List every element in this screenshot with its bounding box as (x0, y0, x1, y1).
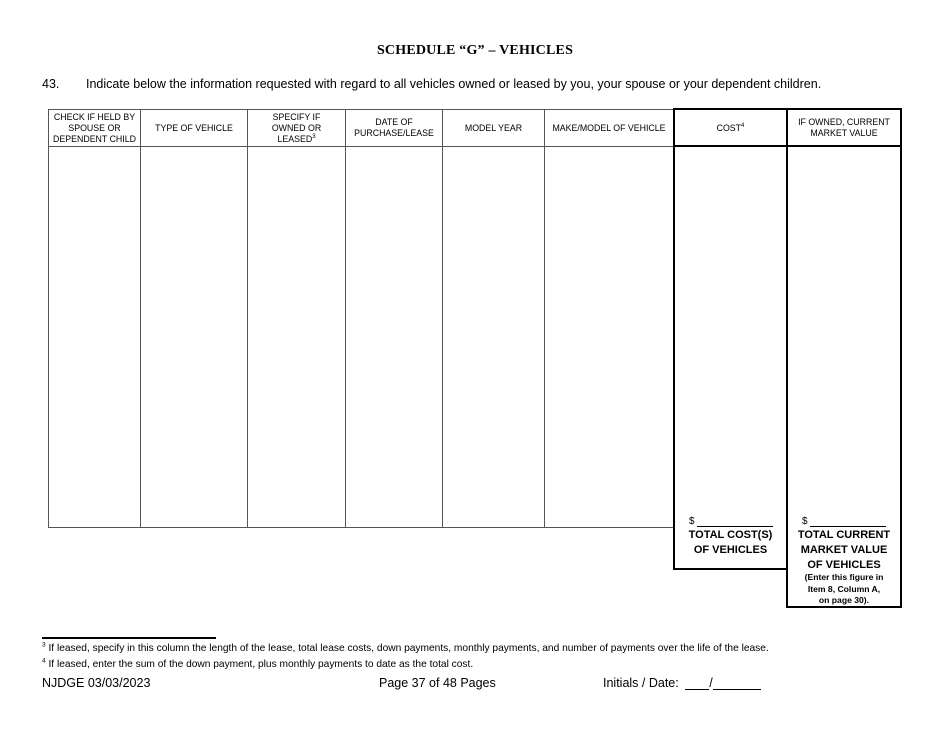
question-text: Indicate below the information requested with regard to all vehicles owned or leased by you, your spouse or your dependent children. (86, 77, 822, 91)
col-header-held-by-spouse: CHECK IF HELD BY SPOUSE OR DEPENDENT CHILD (53, 111, 136, 144)
initials-field[interactable] (685, 677, 709, 690)
col-header-market-value: IF OWNED, CURRENT MARKET VALUE (798, 117, 890, 138)
initials-label: Initials / Date: (603, 676, 679, 690)
col-header-date: DATE OF PURCHASE/LEASE (354, 117, 434, 138)
col-header-owned-leased: SPECIFY IF OWNED OR LEASED$^3$ (271, 111, 322, 144)
col-header-make-model: MAKE/MODEL OF VEHICLE (552, 122, 666, 133)
page-number: Page 37 of 48 Pages (379, 676, 496, 690)
total-market-value-field[interactable] (810, 526, 886, 527)
question-number: 43. (42, 77, 60, 91)
total-market-value-label: TOTAL CURRENT MARKET VALUE OF VEHICLES (797, 529, 891, 571)
market-dollar-sign: $ (802, 516, 808, 527)
initials-separator: / (709, 676, 713, 690)
total-cost-field[interactable] (697, 526, 773, 527)
col-header-type: TYPE OF VEHICLE (155, 122, 233, 133)
footnote-3: $^3$ If leased, specify in this column the length of the lease, total lease costs, down payments, monthly payments, and number of payments over the life of the lease. (42, 641, 769, 654)
initials-date (603, 676, 761, 690)
col-header-cost: COST$^4$ (716, 122, 745, 133)
col-header-model-year: MODEL YEAR (464, 122, 523, 133)
total-cost-label: TOTAL COST(S) OF VEHICLES (688, 529, 773, 556)
footnote-divider (42, 637, 216, 639)
cost-dollar-sign: $ (689, 516, 695, 527)
footnote-4: $^4$ If leased, enter the sum of the down payment, plus monthly payments to date as the total cost. (42, 657, 474, 670)
form-id: NJDGE 03/03/2023 (42, 676, 151, 690)
market-value-note: (Enter this figure in Item 8, Column A, on page 30). (804, 572, 884, 605)
date-field[interactable] (713, 677, 761, 690)
schedule-title: SCHEDULE “G” – VEHICLES (376, 43, 574, 58)
